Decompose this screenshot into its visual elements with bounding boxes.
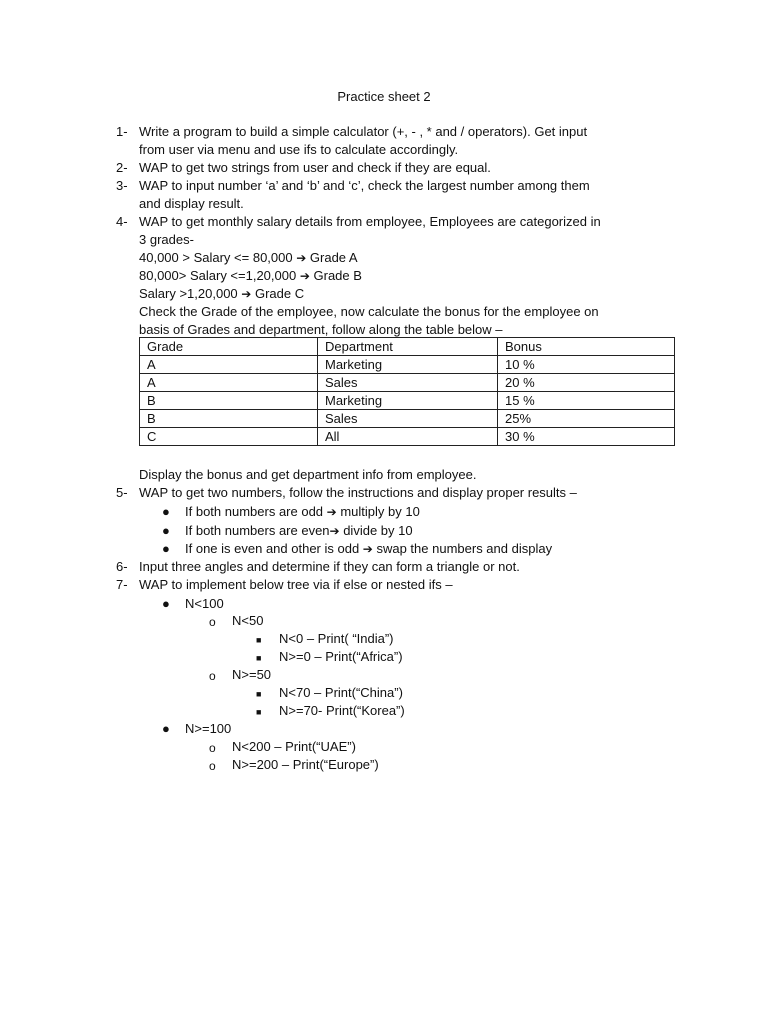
grade-b-rule <box>139 267 676 285</box>
bonus-table <box>139 337 675 446</box>
tree-node: N>=0 – Print(“Africa”) <box>279 649 403 664</box>
tree-node: N>=100 <box>185 721 232 736</box>
table-row <box>140 392 675 410</box>
question-text: WAP to get two numbers, follow the instructions and display proper results – <box>139 485 577 500</box>
grade-rule-condition: 40,000 > Salary <= 80,000 <box>139 250 297 265</box>
question-1 <box>116 123 676 159</box>
table-header: Department <box>318 338 498 356</box>
grade-rule-result: Grade A <box>306 250 358 265</box>
right-arrow-icon: ➔ <box>241 287 252 301</box>
grade-rule-condition: Salary >1,20,000 <box>139 286 242 301</box>
question-text: WAP to get two strings from user and check if they are equal. <box>139 160 491 175</box>
grade-rule-result: Grade C <box>251 286 305 301</box>
square-bullet-icon: ■ <box>256 653 262 663</box>
question-5 <box>116 484 676 502</box>
table-cell: 10 % <box>498 356 675 374</box>
question-text: 3 grades- <box>139 232 194 247</box>
tree-node: N<0 – Print( “India”) <box>279 631 394 646</box>
table-cell: 30 % <box>498 428 675 446</box>
question-number: 5- <box>116 485 128 500</box>
list-item <box>185 540 552 558</box>
question-number: 7- <box>116 577 128 592</box>
table-cell: 25% <box>498 410 675 428</box>
table-cell: Marketing <box>318 392 498 410</box>
list-item-text: If both numbers are odd <box>185 504 327 519</box>
square-bullet-icon: ■ <box>256 689 262 699</box>
right-arrow-icon: ➔ <box>362 542 373 556</box>
grade-rule-condition: 80,000> Salary <=1,20,000 <box>139 268 300 283</box>
bullet-icon: ● <box>162 541 170 556</box>
grade-a-rule <box>139 249 676 267</box>
tree-node: N>=70- Print(“Korea”) <box>279 703 405 718</box>
question-text: from user via menu and use ifs to calculate accordingly. <box>139 142 459 157</box>
table-row <box>140 356 675 374</box>
tree-node: N>=200 – Print(“Europe”) <box>232 757 379 772</box>
list-item-text: swap the numbers and display <box>372 541 553 556</box>
question-6 <box>116 558 676 576</box>
list-item-text: multiply by 10 <box>336 504 420 519</box>
table-row <box>140 410 675 428</box>
right-arrow-icon: ➔ <box>329 524 340 538</box>
table-cell: 20 % <box>498 374 675 392</box>
question-number: 1- <box>116 124 128 139</box>
right-arrow-icon: ➔ <box>326 505 337 519</box>
table-cell: Sales <box>318 374 498 392</box>
list-item-text: If one is even and other is odd <box>185 541 363 556</box>
question-number: 4- <box>116 214 128 229</box>
square-bullet-icon: ■ <box>256 635 262 645</box>
question-text: WAP to get monthly salary details from employee, Employees are categorized in <box>139 214 601 229</box>
list-item-text: If both numbers are even <box>185 523 330 538</box>
bullet-icon: ● <box>162 504 170 519</box>
page-title: Practice sheet 2 <box>337 89 431 104</box>
grade-c-rule <box>139 285 676 303</box>
question-2 <box>116 159 676 177</box>
right-arrow-icon: ➔ <box>299 269 310 283</box>
tree-node: N<200 – Print(“UAE”) <box>232 739 356 754</box>
list-item <box>185 503 420 521</box>
table-header: Grade <box>140 338 318 356</box>
question-number: 3- <box>116 178 128 193</box>
question-text: WAP to input number ‘a’ and ‘b’ and ‘c’, check the largest number among them <box>139 178 590 193</box>
question-text: Write a program to build a simple calculator (+, - , * and / operators). Get input <box>139 124 588 139</box>
grade-rule-result: Grade B <box>309 268 362 283</box>
question-text: Display the bonus and get department info from employee. <box>139 467 477 482</box>
list-item-text: divide by 10 <box>339 523 413 538</box>
question-number: 2- <box>116 160 128 175</box>
table-header-row <box>140 338 675 356</box>
bullet-icon: ● <box>162 523 170 538</box>
table-row <box>140 374 675 392</box>
tree-node: N>=50 <box>232 667 272 682</box>
table-cell: B <box>140 410 318 428</box>
tree-node: N<100 <box>185 596 224 611</box>
question-text: and display result. <box>139 196 244 211</box>
question-text: Check the Grade of the employee, now calculate the bonus for the employee on <box>139 304 599 319</box>
circle-bullet-icon: o <box>209 741 216 755</box>
table-cell: A <box>140 374 318 392</box>
table-cell: Marketing <box>318 356 498 374</box>
right-arrow-icon: ➔ <box>296 251 307 265</box>
bullet-icon: ● <box>162 721 170 736</box>
circle-bullet-icon: o <box>209 669 216 683</box>
question-3 <box>116 177 676 213</box>
question-text: basis of Grades and department, follow along the table below – <box>139 322 503 337</box>
table-header: Bonus <box>498 338 675 356</box>
square-bullet-icon: ■ <box>256 707 262 717</box>
question-text: WAP to implement below tree via if else or nested ifs – <box>139 577 453 592</box>
table-cell: B <box>140 392 318 410</box>
table-cell: All <box>318 428 498 446</box>
question-text: Input three angles and determine if they can form a triangle or not. <box>139 559 520 574</box>
question-7 <box>116 576 676 594</box>
question-4 <box>116 213 676 339</box>
list-item <box>185 522 413 540</box>
table-row <box>140 428 675 446</box>
circle-bullet-icon: o <box>209 615 216 629</box>
bullet-icon: ● <box>162 596 170 611</box>
table-cell: C <box>140 428 318 446</box>
table-cell: A <box>140 356 318 374</box>
table-cell: Sales <box>318 410 498 428</box>
tree-node: N<70 – Print(“China”) <box>279 685 403 700</box>
question-number: 6- <box>116 559 128 574</box>
table-cell: 15 % <box>498 392 675 410</box>
tree-node: N<50 <box>232 613 264 628</box>
circle-bullet-icon: o <box>209 759 216 773</box>
